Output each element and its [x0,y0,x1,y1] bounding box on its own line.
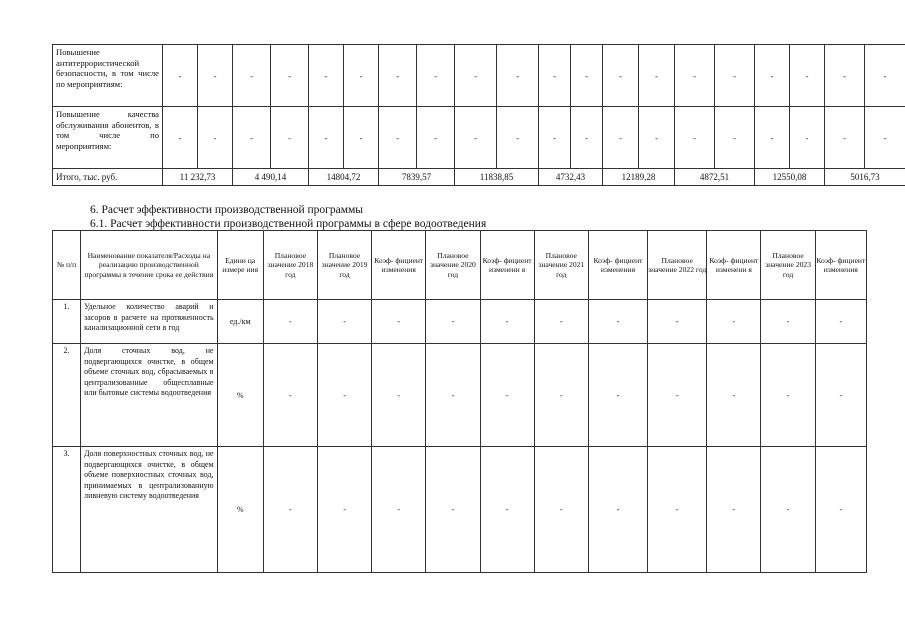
table-row [53,300,867,344]
measure-cell: - [865,45,905,107]
section-title: 6. Расчет эффективности производственной программы [90,204,364,216]
measure-cell: - [233,45,271,107]
indicator-name: Удельное количество аварий и засоров в расчете на протяженность канализационной сети в год [81,300,218,344]
measure-cell: - [233,107,271,169]
unit-cell: ед./км [217,300,263,344]
value-cell: - [648,344,707,447]
measure-cell: - [790,45,825,107]
measure-cell: - [271,107,309,169]
measure-cell: - [309,107,344,169]
total-value: 11838,85 [455,169,539,186]
measure-cell: - [417,107,455,169]
value-cell: - [815,447,866,573]
total-value: 4732,43 [539,169,603,186]
value-cell: - [317,447,371,573]
value-cell: - [480,300,534,344]
indicator-name: Доля поверхностных сточных вод, не подвергающихся очистке, в общем объеме поверхностных сточных вод, принимаемых в централизованную ливневую систему водоотведения [81,447,218,573]
value-cell: - [372,300,426,344]
value-cell: - [648,300,707,344]
value-cell: - [480,447,534,573]
header-cell: Едини ца измере ния [217,231,263,300]
measure-cell: - [755,107,790,169]
row-number: 3. [53,447,81,573]
total-value: 11 232,73 [163,169,233,186]
value-cell: - [588,344,647,447]
value-cell: - [426,300,480,344]
measure-cell: - [309,45,344,107]
measure-cell: - [571,107,603,169]
measure-cell: - [825,107,865,169]
efficiency-table [52,230,867,573]
measure-cell: - [344,107,379,169]
measure-cell: - [675,107,715,169]
header-cell: Коэф- фициент изменени я [707,231,761,300]
measure-name: Повышение качества обслуживания абонентов, в том числе по мероприятиям: [53,107,163,169]
measure-cell: - [271,45,309,107]
indicator-name: Доля сточных вод, не подвергающихся очистке, в общем объеме сточных вод, сбрасываемых в централизованные общесплавные или бытовые системы водоотведения [81,344,218,447]
value-cell: - [426,344,480,447]
header-cell: Плановое значение 2019 год [317,231,371,300]
row-number: 1. [53,300,81,344]
value-cell: - [480,344,534,447]
header-cell: Коэф- фициент изменения [372,231,426,300]
measure-cell: - [715,45,755,107]
value-cell: - [588,300,647,344]
value-cell: - [317,344,371,447]
measure-cell: - [790,107,825,169]
value-cell: - [648,447,707,573]
value-cell: - [815,300,866,344]
value-cell: - [761,344,815,447]
table-row [53,447,867,573]
measure-name: Повышение антитеррористической безопасности, в том числе по мероприятиям: [53,45,163,107]
total-value: 5016,73 [825,169,905,186]
total-value: 14804,72 [309,169,379,186]
measure-cell: - [198,45,233,107]
measures-row [53,45,905,107]
measure-cell: - [163,107,198,169]
value-cell: - [372,447,426,573]
measures-table [52,44,905,186]
total-value: 12550,08 [755,169,825,186]
header-cell: Коэф- фициент изменения [588,231,647,300]
header-cell: Коэф- фициент изменени я [480,231,534,300]
header-cell: Плановое значение 2021 год [534,231,588,300]
measure-cell: - [825,45,865,107]
value-cell: - [263,344,317,447]
value-cell: - [263,447,317,573]
value-cell: - [534,344,588,447]
table-row [53,344,867,447]
measure-cell: - [379,107,417,169]
value-cell: - [263,300,317,344]
row-number: 2. [53,344,81,447]
value-cell: - [815,344,866,447]
value-cell: - [426,447,480,573]
table-header-row [53,231,867,300]
value-cell: - [588,447,647,573]
measure-cell: - [539,45,571,107]
subsection-title: 6.1. Расчет эффективности производственной программы в сфере водоотведения [90,218,487,230]
measure-cell: - [163,45,198,107]
measure-cell: - [639,107,675,169]
total-label: Итого, тыс. руб. [53,169,163,186]
total-value: 4872,51 [675,169,755,186]
total-value: 4 490,14 [233,169,309,186]
measure-cell: - [715,107,755,169]
value-cell: - [534,447,588,573]
measure-cell: - [417,45,455,107]
measure-cell: - [539,107,571,169]
header-cell: Плановое значение 2020 год [426,231,480,300]
measure-cell: - [497,107,539,169]
measure-cell: - [455,45,497,107]
measure-cell: - [603,107,639,169]
measure-cell: - [865,107,905,169]
measure-cell: - [379,45,417,107]
measure-cell: - [571,45,603,107]
measure-cell: - [675,45,715,107]
measure-cell: - [497,45,539,107]
header-cell: Коэф- фициент изменения [815,231,866,300]
unit-cell: % [217,447,263,573]
value-cell: - [317,300,371,344]
measure-cell: - [603,45,639,107]
value-cell: - [707,447,761,573]
total-row [53,169,905,186]
value-cell: - [534,300,588,344]
measures-row [53,107,905,169]
measure-cell: - [455,107,497,169]
value-cell: - [707,300,761,344]
value-cell: - [372,344,426,447]
unit-cell: % [217,344,263,447]
measure-cell: - [755,45,790,107]
header-cell: Плановое значение 2022 год [648,231,707,300]
header-cell: Плановое значение 2018 год [263,231,317,300]
measure-cell: - [639,45,675,107]
measure-cell: - [344,45,379,107]
value-cell: - [707,344,761,447]
total-value: 12189,28 [603,169,675,186]
total-value: 7839,57 [379,169,455,186]
value-cell: - [761,447,815,573]
header-cell: № п/п [53,231,81,300]
value-cell: - [761,300,815,344]
measure-cell: - [198,107,233,169]
header-cell: Наименование показателя/Расходы на реализацию производственной программы в течение срока ее действия [81,231,218,300]
header-cell: Плановое значение 2023 год [761,231,815,300]
